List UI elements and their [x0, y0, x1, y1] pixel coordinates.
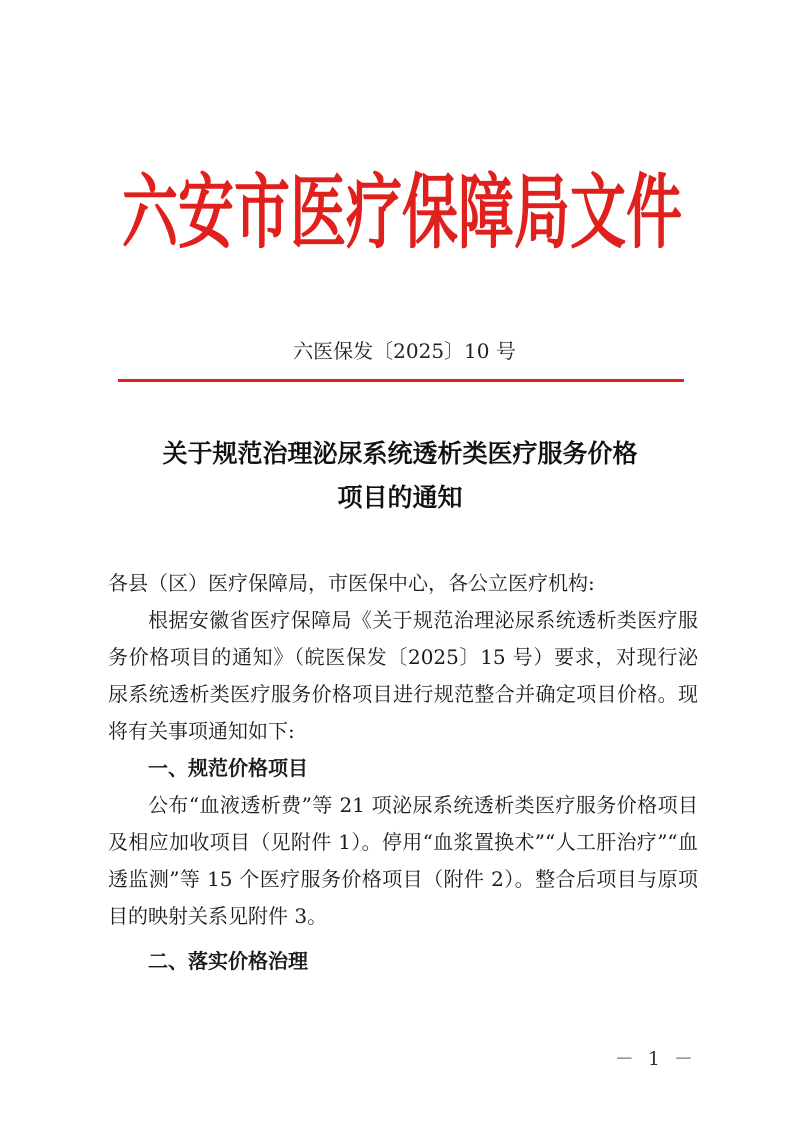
- spacer: [108, 935, 698, 943]
- paragraph-intro: 根据安徽省医疗保障局《关于规范治理泌尿系统透析类医疗服务价格项目的通知》（皖医保发〔2025〕15 号）要求，对现行泌尿系统透析类医疗服务价格项目进行规范整合并确定项目价格。现将有关事项通知如下:: [108, 608, 698, 743]
- section-heading-2: 二、落实价格治理: [148, 949, 308, 973]
- page-number: － 1 －: [614, 1048, 697, 1070]
- masthead-title: 六安市医疗保障局文件: [122, 166, 682, 261]
- notice-title-line-1: 关于规范治理泌尿系统透析类医疗服务价格: [162, 439, 638, 468]
- document-number: 六医保发〔2025〕10 号: [293, 339, 516, 363]
- notice-title: [100, 432, 700, 520]
- section-heading-1: 一、规范价格项目: [148, 756, 308, 780]
- notice-title-line-2: 项目的通知: [337, 483, 463, 512]
- salutation: 各县（区）医疗保障局，市医保中心，各公立医疗机构:: [108, 571, 595, 595]
- red-divider: [118, 379, 684, 382]
- paragraph-section-1: 公布“血液透析费”等 21 项泌尿系统透析类医疗服务价格项目及相应加收项目（见附件 1）。停用“血浆置换术”“人工肝治疗”“血透监测”等 15 个医疗服务价格项目（附件 2）。整合后项目与原项目的映射关系见附件 3。: [108, 793, 698, 928]
- notice-body: [108, 565, 698, 980]
